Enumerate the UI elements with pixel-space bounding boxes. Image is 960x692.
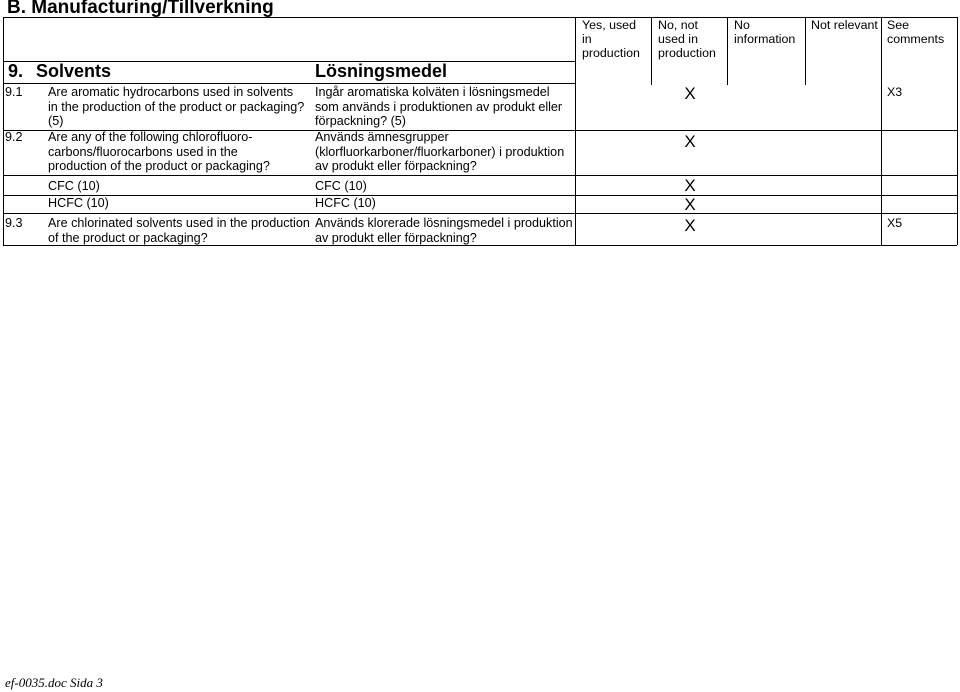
column-divider-noinfo (727, 17, 728, 85)
mark-no-not-used: X (684, 132, 696, 151)
column-divider-no (651, 17, 652, 85)
row-number: 9.3 (5, 216, 23, 230)
question-en: Are chlorinated solvents used in the production of the product or packaging? (48, 216, 310, 245)
question-sv: HCFC (10) (315, 196, 376, 210)
border-left (3, 17, 4, 245)
row-number: 9.1 (5, 85, 23, 99)
mark-no-not-used: X (684, 176, 696, 195)
column-header-yes: Yes, used in production (582, 18, 640, 60)
column-divider-notrel (805, 17, 806, 85)
comment-ref: X5 (887, 216, 903, 230)
mark-no-not-used: X (684, 216, 696, 235)
column-divider-comments (881, 17, 882, 245)
rule-title-bottom (3, 83, 575, 84)
row-number: 9.2 (5, 130, 23, 144)
column-header-not-relevant: Not relevant (811, 18, 878, 32)
question-sv: Används ämnesgrupper (klorfluorkarboner/fluorkarboner) i produktion av produkt eller förpackning? (315, 130, 565, 174)
question-sv: Ingår aromatiska kolväten i lösningsmedel som används i produktionen av produkt eller förpackning? (5) (315, 85, 563, 129)
comment-ref: X3 (887, 85, 903, 99)
question-en: Are aromatic hydrocarbons used in solvents in the production of the product or packaging? (5) (48, 85, 305, 129)
column-header-no-info: No information (734, 18, 796, 46)
question-sv: Används klorerade lösningsmedel i produktion av produkt eller förpackning? (315, 216, 573, 245)
subsection-number: 9. (8, 61, 24, 81)
rule-row4 (3, 213, 957, 214)
rule-row3 (3, 195, 957, 196)
question-en: Are any of the following chlorofluoro-carbons/fluorocarbons used in the production of the product or packaging? (48, 130, 270, 174)
mark-no-not-used: X (684, 84, 696, 103)
question-en: HCFC (10) (48, 196, 109, 210)
page-footer: ef-0035.doc Sida 3 (5, 675, 103, 690)
subsection-title-en: Solvents (36, 61, 112, 81)
question-en: CFC (10) (48, 179, 100, 193)
border-right (957, 17, 958, 245)
question-sv: CFC (10) (315, 179, 367, 193)
mark-no-not-used: X (684, 195, 696, 214)
subsection-title-sv: Lösningsmedel (315, 61, 448, 81)
section-title: B. Manufacturing/Tillverkning (7, 0, 274, 18)
column-header-no: No, not used in production (658, 18, 716, 60)
rule-row2 (3, 175, 957, 176)
column-header-see-comments: See comments (887, 18, 945, 46)
